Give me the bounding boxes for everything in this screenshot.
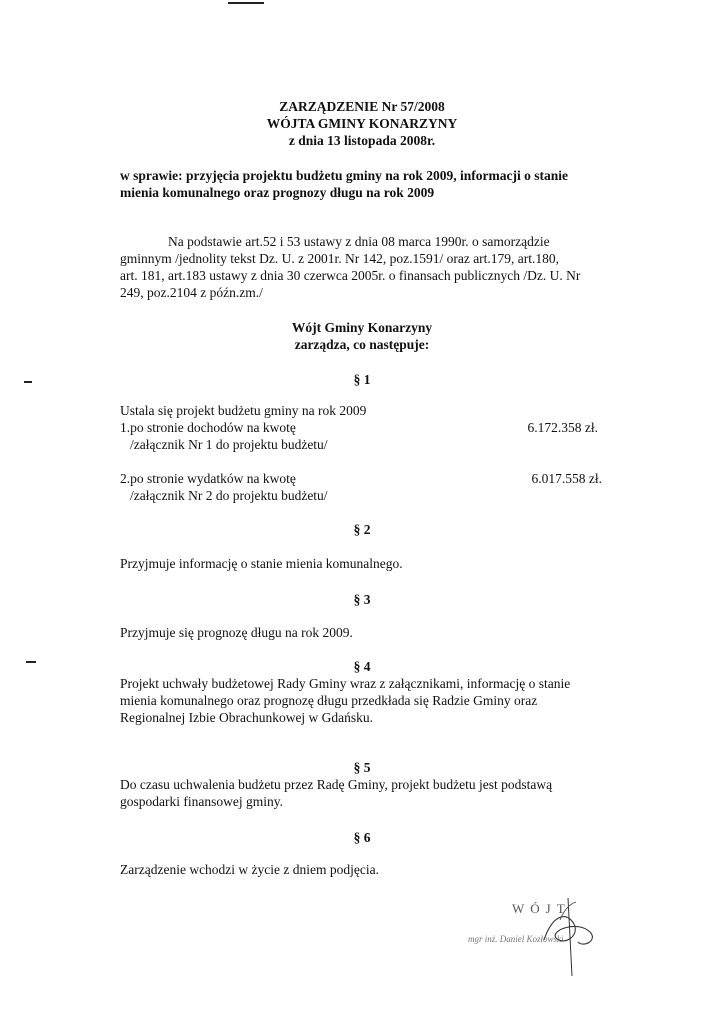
subject-line-2: mienia komunalnego oraz prognozy długu na rok 2009 <box>120 185 435 200</box>
expense-label: 2.po stronie wydatków na kwotę <box>120 471 296 486</box>
section-4-line-2: mienia komunalnego oraz prognozę długu przedkłada się Radzie Gminy oraz <box>120 693 538 708</box>
subject-line-1: w sprawie: przyjęcia projektu budżetu gminy na rok 2009, informacji o stanie <box>120 168 568 183</box>
section-2-title: § 2 <box>353 522 371 537</box>
section-2-text: Przyjmuje informację o stanie mienia komunalnego. <box>120 556 403 571</box>
section-5-line-2: gospodarki finansowej gminy. <box>120 794 283 809</box>
stamp-name-text: mgr inż. Daniel Kozłowski <box>468 934 564 944</box>
income-amount: 6.172.358 zł. <box>527 420 598 435</box>
section-3-text: Przyjmuje się prognozę długu na rok 2009. <box>120 625 353 640</box>
preamble-line-3: art. 181, art.183 ustawy z dnia 30 czerwca 2005r. o finansach publicznych /Dz. U. Nr <box>120 268 581 283</box>
signature-stamp <box>460 880 640 980</box>
section-1-title: § 1 <box>353 372 371 387</box>
section-4-line-1: Projekt uchwały budżetowej Rady Gminy wraz z załącznikami, informację o stanie <box>120 676 571 691</box>
income-label: 1.po stronie dochodów na kwotę <box>120 420 296 435</box>
preamble-line-4: 249, poz.2104 z późn.zm./ <box>120 285 263 300</box>
section-4-title: § 4 <box>353 659 371 674</box>
stamp-title-text: WÓJT <box>512 901 571 916</box>
section-4-line-3: Regionalnej Izbie Obrachunkowej w Gdańsku. <box>120 710 374 725</box>
expense-amount: 6.017.558 zł. <box>531 471 602 486</box>
scan-mark-top <box>228 2 264 4</box>
expense-note: /załącznik Nr 2 do projektu budżetu/ <box>130 488 328 503</box>
section-1-intro: Ustala się projekt budżetu gminy na rok 2009 <box>120 403 367 418</box>
document-issuer: WÓJTA GMINY KONARZYNY <box>266 116 458 131</box>
ordering-authority: Wójt Gminy Konarzyny <box>291 320 433 335</box>
document-date: z dnia 13 listopada 2008r. <box>288 133 436 148</box>
preamble-line-2: gminnym /jednolity tekst Dz. U. z 2001r. Nr 142, poz.1591/ oraz art.179, art.180, <box>120 251 560 266</box>
preamble-line-1: Na podstawie art.52 i 53 ustawy z dnia 08 marca 1990r. o samorządzie <box>168 234 550 249</box>
ordering-clause: zarządza, co następuje: <box>294 337 430 352</box>
section-5-title: § 5 <box>353 760 371 775</box>
income-note: /załącznik Nr 1 do projektu budżetu/ <box>130 437 328 452</box>
section-5-line-1: Do czasu uchwalenia budżetu przez Radę Gminy, projekt budżetu jest podstawą <box>120 777 553 792</box>
document-title: ZARZĄDZENIE Nr 57/2008 <box>279 99 445 114</box>
section-6-text: Zarządzenie wchodzi w życie z dniem podjęcia. <box>120 862 379 877</box>
section-6-title: § 6 <box>353 830 371 845</box>
section-3-title: § 3 <box>353 592 371 607</box>
